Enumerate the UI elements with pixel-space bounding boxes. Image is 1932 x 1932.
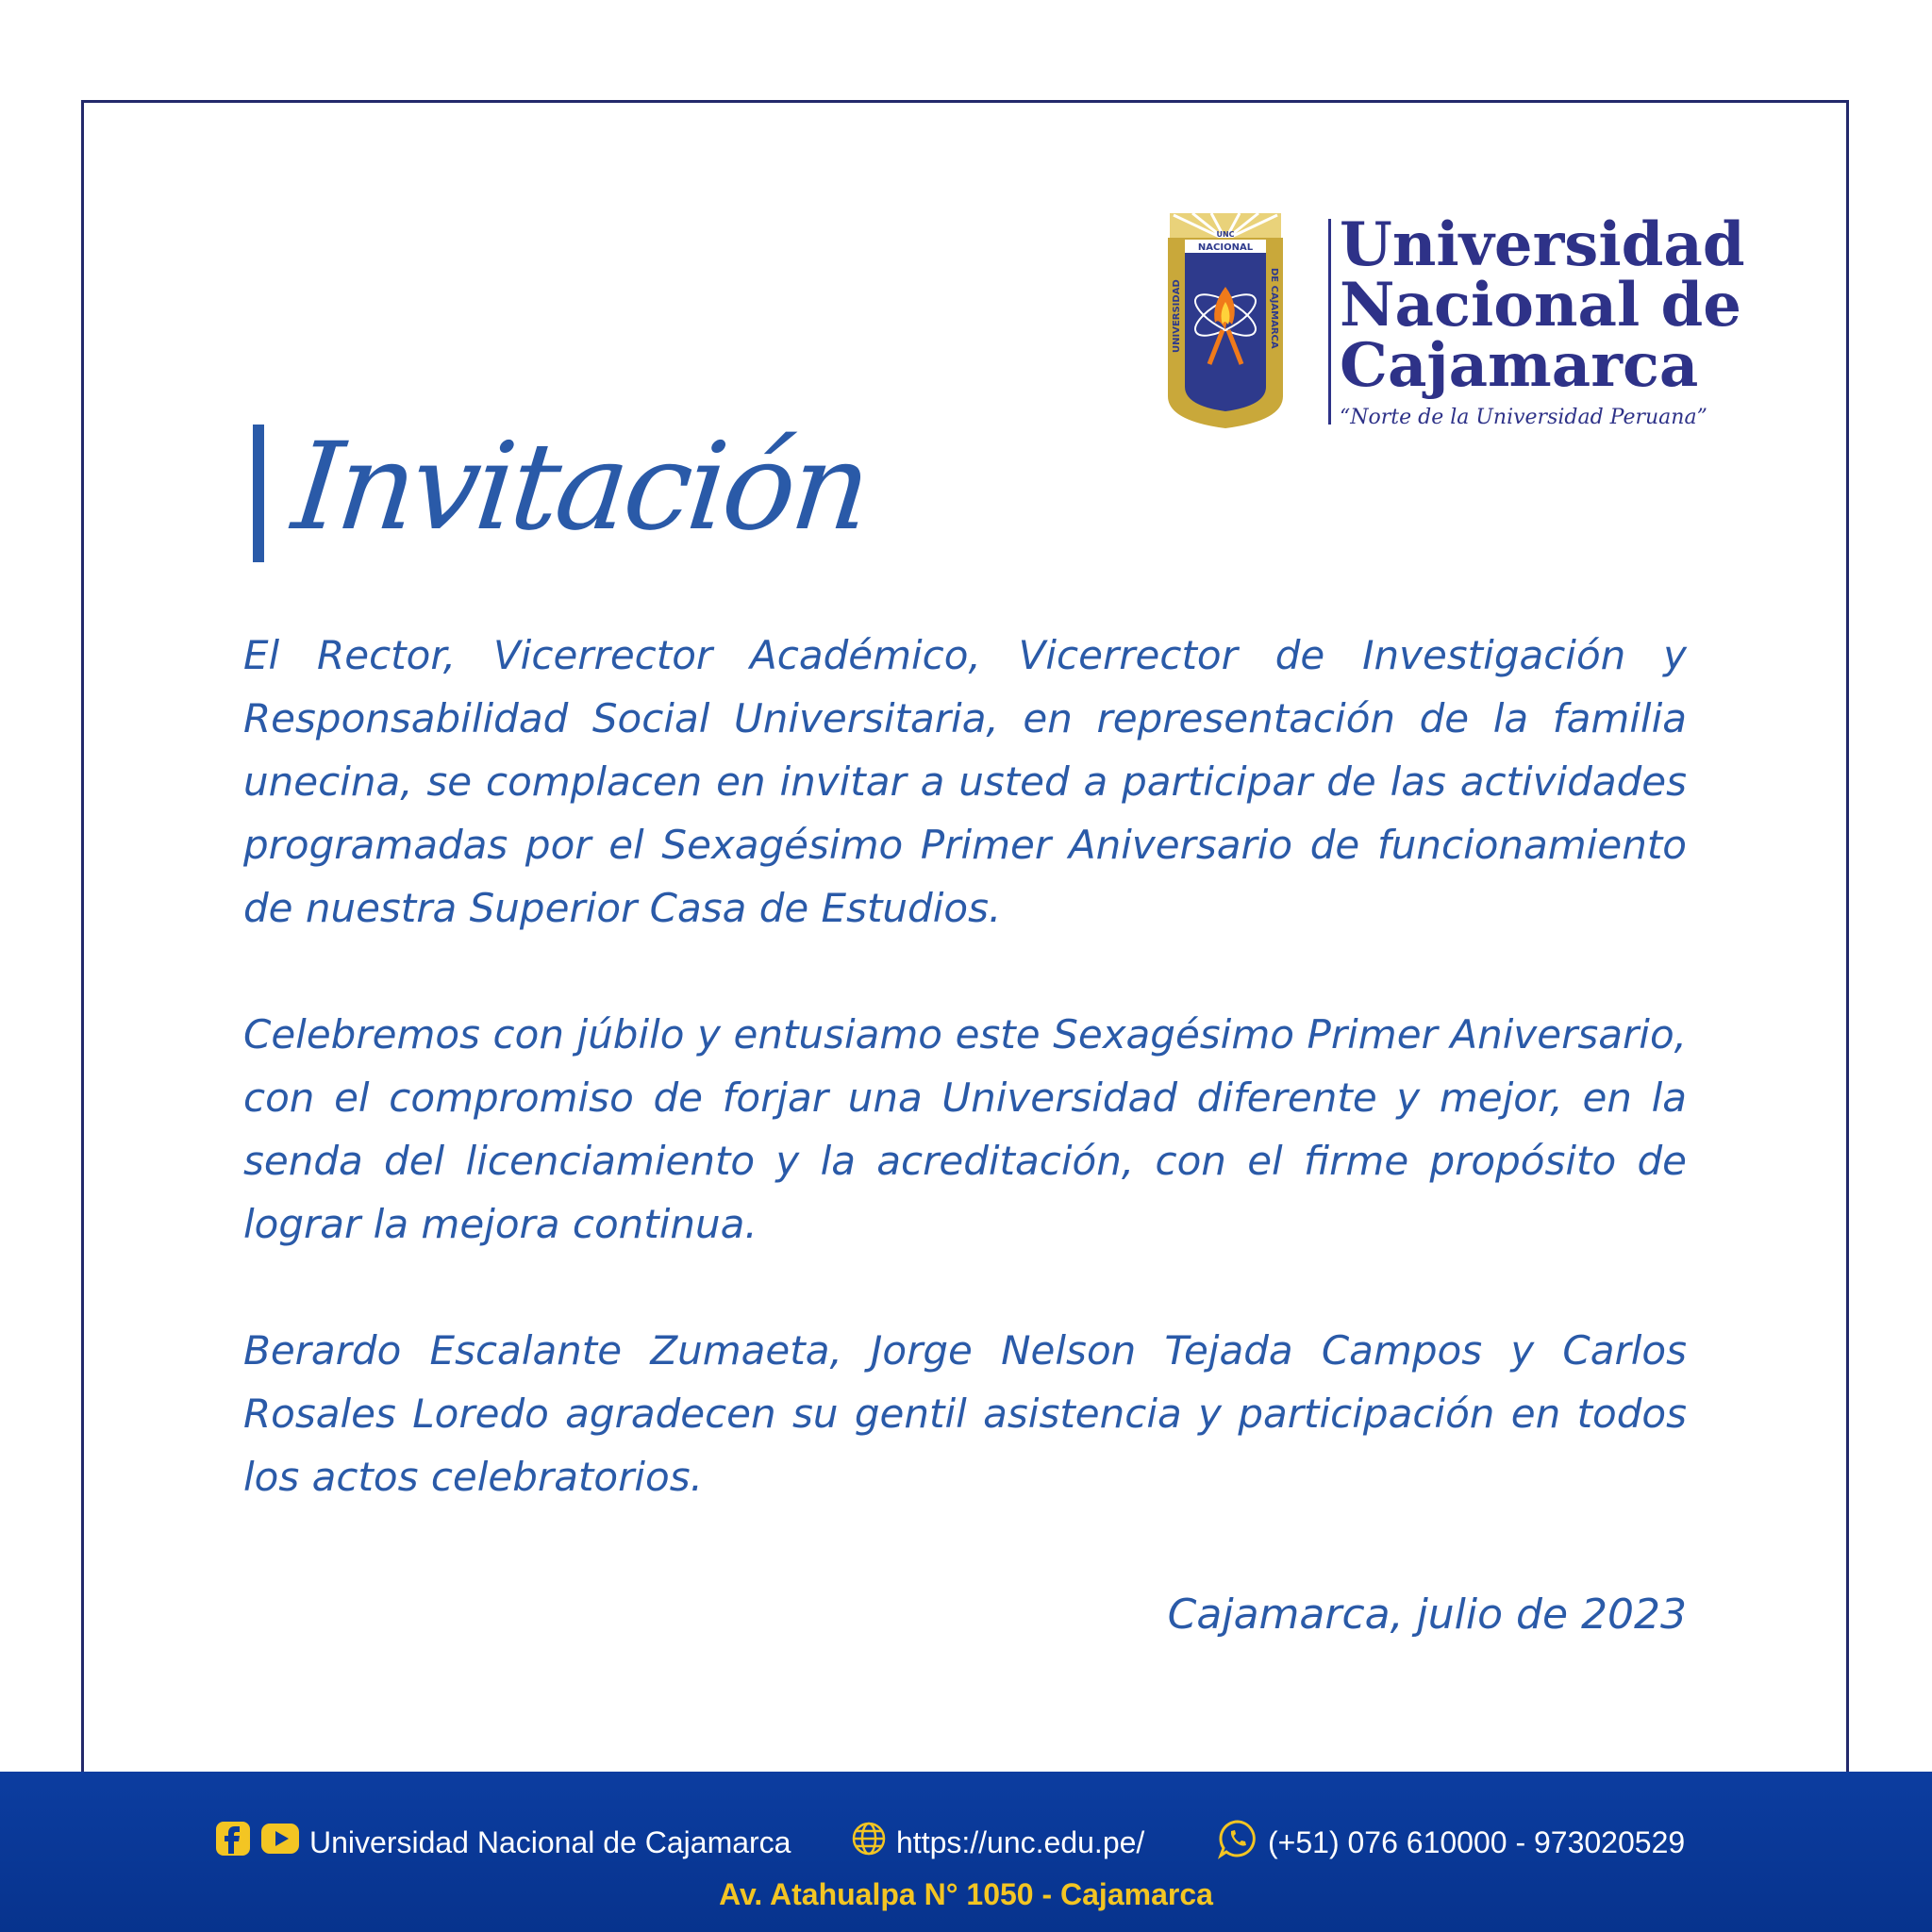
logo-divider — [1328, 219, 1331, 425]
footer-contacts — [0, 1819, 1932, 1866]
university-shield-icon — [1164, 211, 1287, 430]
social-label: Universidad Nacional de Cajamarca — [309, 1824, 791, 1859]
heading-accent-bar — [253, 425, 264, 562]
invitation-body — [243, 624, 1687, 1572]
globe-icon — [851, 1821, 887, 1864]
youtube-icon — [260, 1821, 300, 1864]
shield-left-text: UNIVERSIDAD — [1172, 279, 1182, 353]
shield-band-text: NACIONAL — [1197, 242, 1254, 253]
phone-number: (+51) 076 610000 - 973020529 — [1268, 1824, 1686, 1859]
whatsapp-icon — [1217, 1818, 1258, 1867]
logo-name-line: Nacional de — [1340, 270, 1741, 341]
website-url: https://unc.edu.pe/ — [896, 1824, 1145, 1859]
university-logo — [1164, 209, 1745, 430]
logo-name-line: Universidad — [1340, 209, 1745, 280]
footer-address: Av. Atahualpa N° 1050 - Cajamarca — [719, 1877, 1213, 1911]
phone-link[interactable] — [1217, 1819, 1685, 1866]
invitation-paragraph: Celebremos con júbilo y entusiamo este Sexagésimo Primer Aniversario, con el compromiso de forjar una Universidad diferente y mejor, en la senda del licenciamiento y la acreditación, con el firme propósito de lograr la mejora continua. — [243, 1011, 1687, 1247]
logo-name-line: Cajamarca — [1340, 330, 1699, 401]
invitation-paragraph: El Rector, Vicerrector Académico, Vicerrector de Investigación y Responsabilidad Social Universitaria, en representación de la familia unecina, se complacen en invitar a usted a participar de las actividades programadas por el Sexagésimo Primer Aniversario de funcionamiento de nuestra Superior Casa de Estudios. — [243, 632, 1687, 931]
page-title: Invitación — [287, 417, 874, 558]
logo-wordmark — [1340, 209, 1745, 429]
footer — [0, 1772, 1932, 1932]
facebook-icon — [215, 1821, 251, 1864]
shield-top-text: UNC — [1216, 230, 1235, 239]
invitation-paragraph: Berardo Escalante Zumaeta, Jorge Nelson Tejada Campos y Carlos Rosales Loredo agradecen su gentil asistencia y participación en todos los actos celebratorios. — [243, 1327, 1687, 1500]
logo-tagline: “Norte de la Universidad Peruana” — [1340, 406, 1707, 429]
website-link[interactable] — [851, 1819, 1144, 1866]
shield-right-text: DE CAJAMARCA — [1269, 268, 1279, 349]
place-date: Cajamarca, julio de 2023 — [1167, 1591, 1687, 1639]
social-link[interactable] — [215, 1819, 791, 1866]
